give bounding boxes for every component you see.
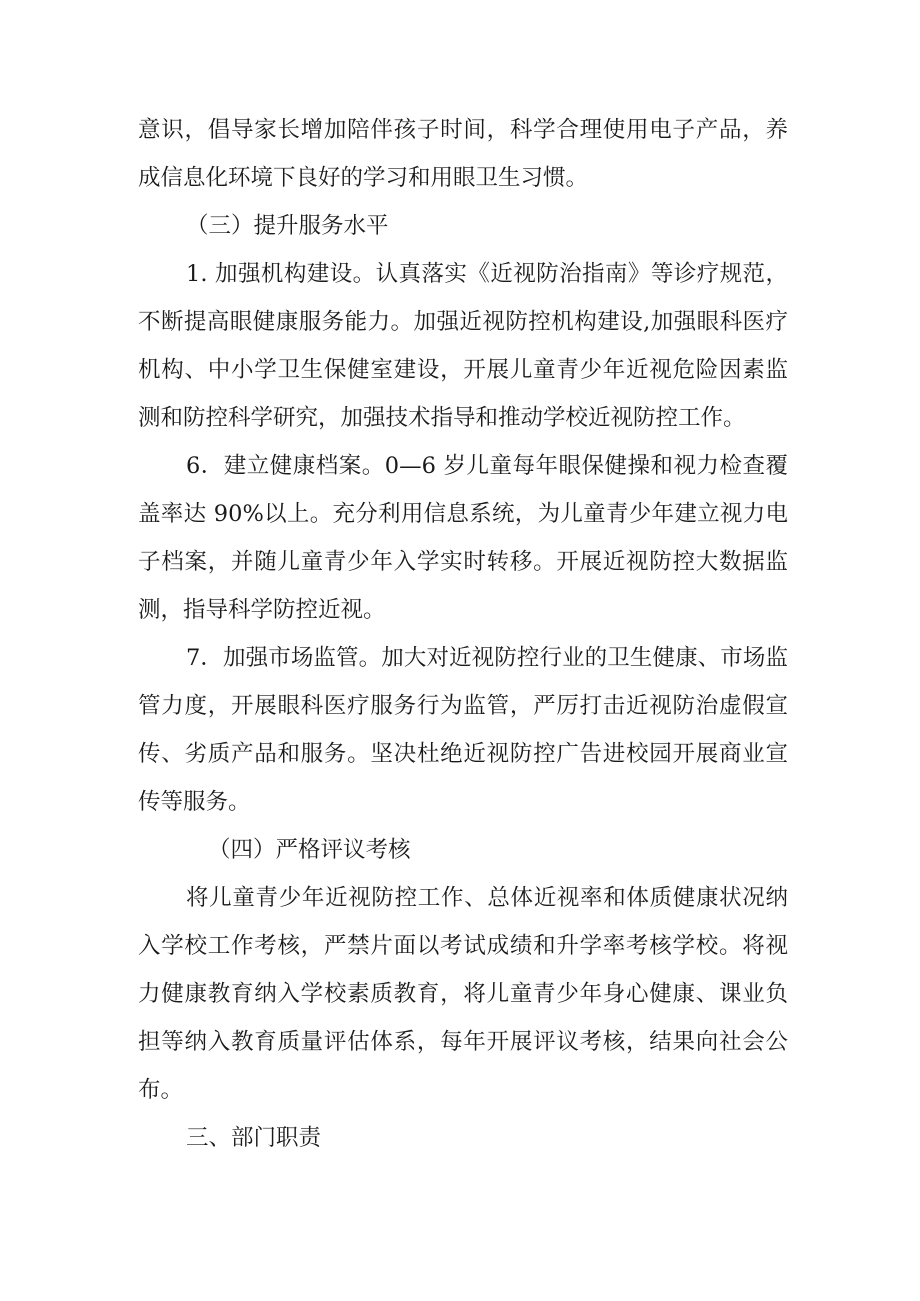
paragraph-line: 6．建立健康档案。0—6 岁儿童每年眼保健操和视力检查覆 [186,453,788,479]
paragraph-line: 7．加强市场监管。加大对近视防控行业的卫生健康、市场监 [186,645,788,671]
paragraph-line: 传等服务。 [138,789,251,815]
paragraph-line: 意识，倡导家长增加陪伴孩子时间，科学合理使用电子产品，养 [138,117,788,143]
paragraph-line: 担等纳入教育质量评估体系，每年开展评议考核，结果向社会公 [138,1029,788,1055]
chapter-heading: 三、部门职责 [186,1125,322,1151]
paragraph-line: 1. 加强机构建设。认真落实《近视防治指南》等诊疗规范， [186,261,788,287]
paragraph-line: 管力度，开展眼科医疗服务行为监管，严厉打击近视防治虚假宣 [138,693,788,719]
paragraph-line: 子档案，并随儿童青少年入学实时转移。开展近视防控大数据监 [138,549,788,575]
paragraph-line: 盖率达 90%以上。充分利用信息系统，为儿童青少年建立视力电 [138,501,788,527]
paragraph-line: 将儿童青少年近视防控工作、总体近视率和体质健康状况纳 [186,885,788,911]
paragraph-line: 测和防控科学研究，加强技术指导和推动学校近视防控工作。 [138,405,746,431]
paragraph-line: 测，指导科学防控近视。 [138,597,386,623]
section-heading: （四）严格评议考核 [208,837,411,863]
paragraph-line: 布。 [138,1077,184,1103]
paragraph-line: 不断提高眼健康服务能力。加强近视防控机构建设,加强眼科医疗 [138,309,788,335]
paragraph-line: 传、劣质产品和服务。坚决杜绝近视防控广告进校园开展商业宣 [138,741,788,767]
paragraph-line: 机构、中小学卫生保健室建设，开展儿童青少年近视危险因素监 [138,357,788,383]
paragraph-line: 成信息化环境下良好的学习和用眼卫生习惯。 [138,165,589,191]
paragraph-line: 力健康教育纳入学校素质教育，将儿童青少年身心健康、课业负 [138,981,788,1007]
paragraph-line: 入学校工作考核，严禁片面以考试成绩和升学率考核学校。将视 [138,933,788,959]
section-heading: （三）提升服务水平 [186,213,389,239]
